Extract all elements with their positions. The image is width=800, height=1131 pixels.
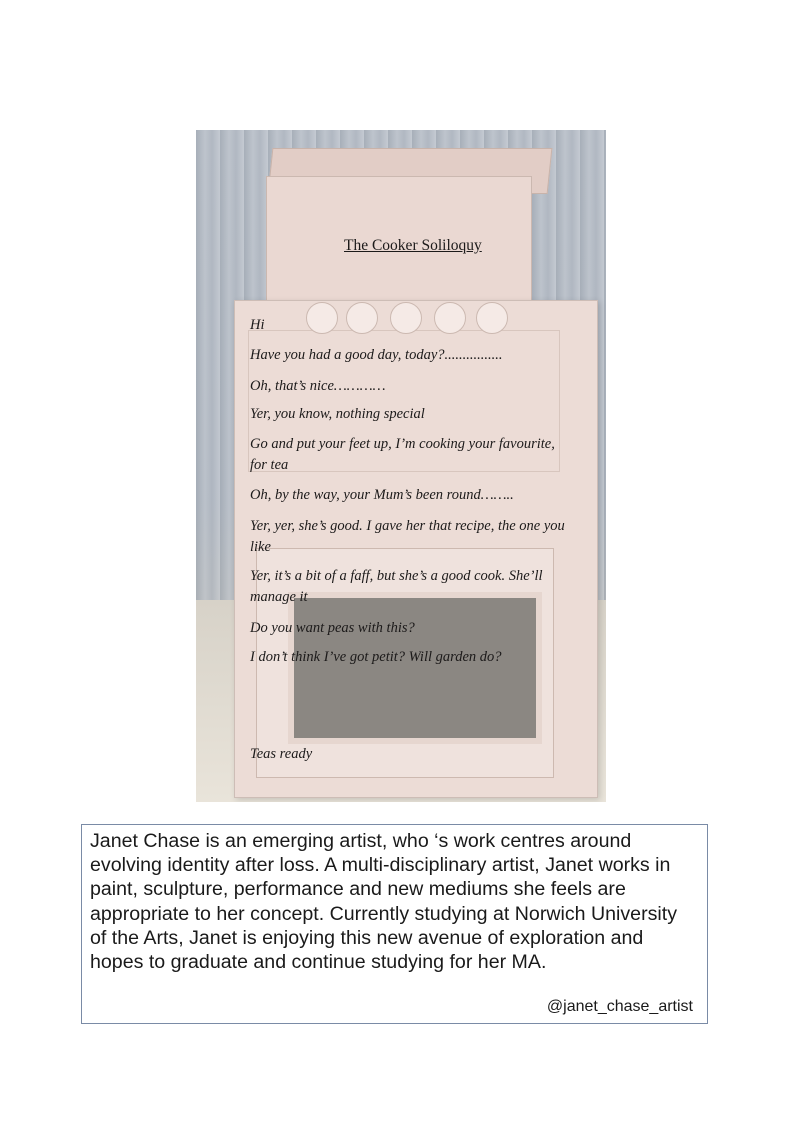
- cooker-photo: [196, 130, 606, 802]
- artist-bio-text: Janet Chase is an emerging artist, who ‘s work centres around evolving identity after loss. A multi-disciplinary artist, Janet works in paint, sculpture, performance and new mediums she feels are appropriate to her concept. Currently studying at Norwich University of the Arts, Janet is enjoying this new avenue of exploration and hopes to graduate and continue studying for her MA.: [90, 830, 677, 974]
- soliloquy-line: Yer, it’s a bit of a faff, but she’s a good cook. She’ll: [250, 568, 543, 584]
- soliloquy-line: Have you had a good day, today?................: [250, 347, 503, 363]
- artist-bio-box: [81, 824, 708, 1024]
- soliloquy-line: Yer, you know, nothing special: [250, 406, 425, 422]
- soliloquy-line: manage it: [250, 589, 308, 605]
- soliloquy-line: I don’t think I’ve got petit? Will garden do?: [250, 649, 502, 665]
- soliloquy-line: for tea: [250, 457, 289, 473]
- soliloquy-line: Go and put your feet up, I’m cooking your favourite,: [250, 436, 555, 452]
- soliloquy-line: Teas ready: [250, 746, 313, 762]
- soliloquy-text: [196, 130, 606, 802]
- soliloquy-line: Oh, by the way, your Mum’s been round……..: [250, 487, 514, 503]
- artwork-title: The Cooker Soliloquy: [344, 237, 482, 254]
- soliloquy-line: Oh, that’s nice…………: [250, 378, 386, 394]
- soliloquy-line: like: [250, 539, 271, 555]
- soliloquy-line: Yer, yer, she’s good. I gave her that recipe, the one you: [250, 518, 565, 534]
- social-handle: @janet_chase_artist: [546, 997, 693, 1015]
- soliloquy-line: Hi: [250, 317, 265, 333]
- soliloquy-line: Do you want peas with this?: [250, 620, 415, 636]
